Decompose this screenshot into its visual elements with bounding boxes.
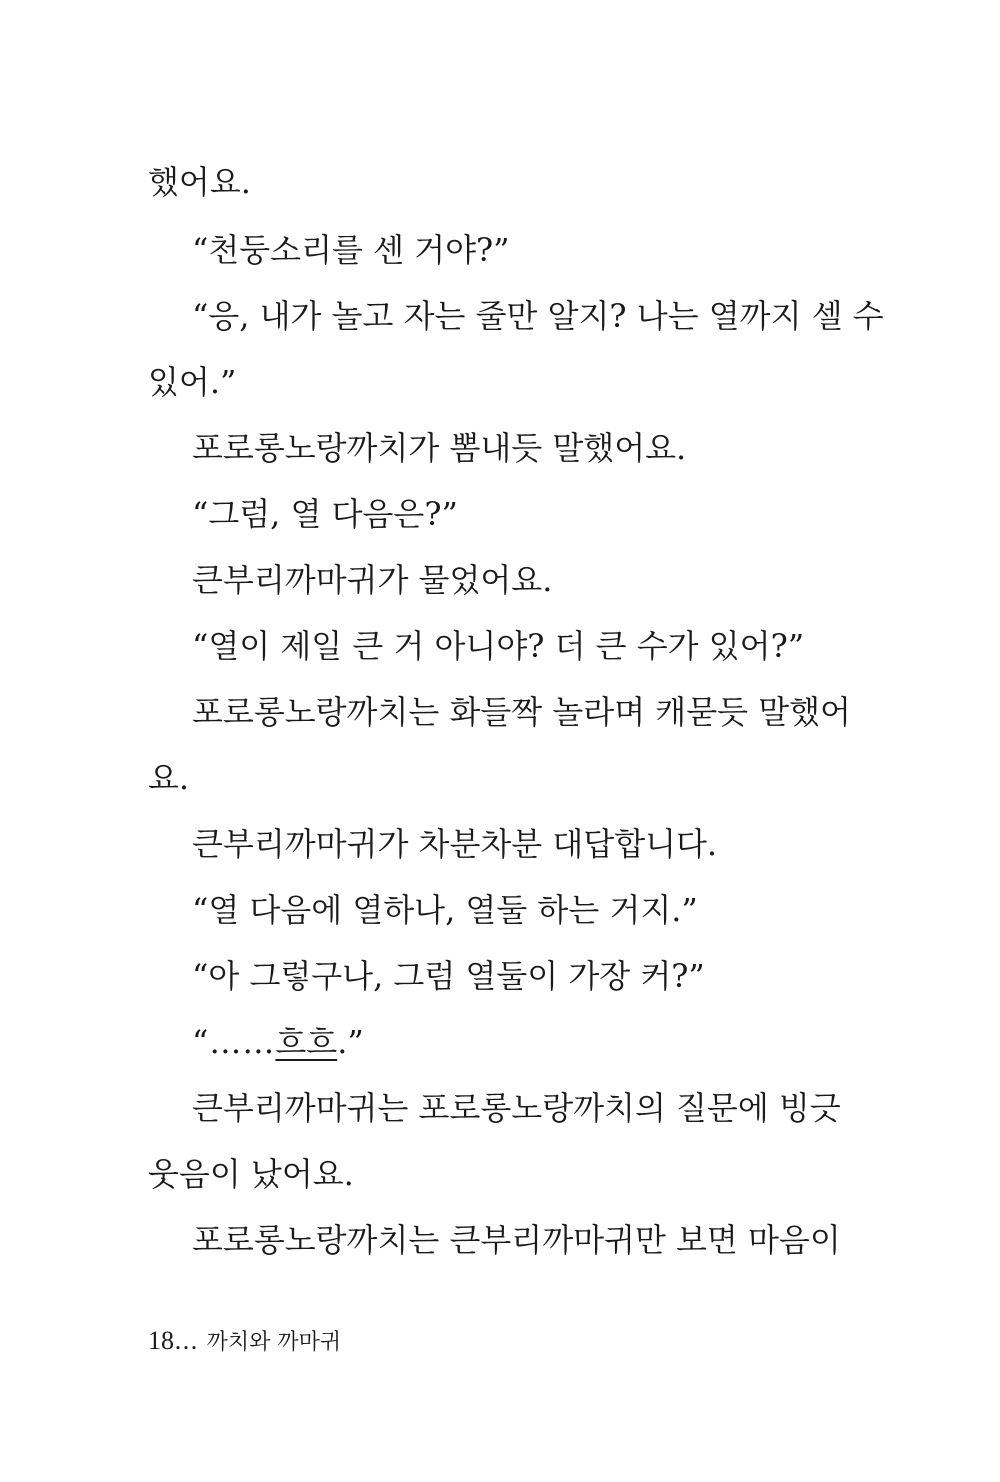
page-footer — [148, 1326, 341, 1358]
text-line-17: 포로롱노랑까치는 큰부리까마귀만 보면 마음이 — [192, 1221, 841, 1259]
text-line-8: “열이 제일 큰 거 아니야? 더 큰 수가 있어?” — [192, 627, 805, 665]
footer-separator: … — [174, 1327, 199, 1355]
text-line-6: “그럼, 열 다음은?” — [192, 495, 458, 533]
text-line-4: 있어.” — [148, 363, 237, 401]
text-line-5: 포로롱노랑까치가 뽐내듯 말했어요. — [192, 429, 687, 467]
text-line-9: 포로롱노랑까치는 화들짝 놀라며 캐묻듯 말했어 — [192, 693, 851, 731]
text-line-10: 요. — [148, 759, 190, 797]
ellipsis-open-quote: “…… — [192, 1023, 276, 1061]
text-line-14 — [192, 1022, 364, 1062]
book-title: 까치와 까마귀 — [206, 1330, 342, 1355]
close-quote: .” — [337, 1023, 364, 1061]
text-line-1: 했어요. — [148, 163, 251, 201]
text-line-3: “응, 내가 놀고 자는 줄만 알지? 나는 열까지 셀 수 — [192, 297, 884, 335]
text-line-2: “천둥소리를 센 거야?” — [192, 231, 510, 269]
page-number: 18 — [148, 1326, 174, 1355]
text-line-13: “아 그렇구나, 그럼 열둘이 가장 커?” — [192, 957, 705, 995]
text-line-15: 큰부리까마귀는 포로롱노랑까치의 질문에 빙긋 — [192, 1089, 841, 1127]
text-line-12: “열 다음에 열하나, 열둘 하는 거지.” — [192, 891, 698, 929]
text-line-7: 큰부리까마귀가 물었어요. — [192, 561, 553, 599]
text-line-11: 큰부리까마귀가 차분차분 대답합니다. — [192, 825, 718, 863]
text-line-16: 웃음이 났어요. — [148, 1155, 354, 1193]
underlined-word: 흐흐 — [275, 1023, 338, 1061]
